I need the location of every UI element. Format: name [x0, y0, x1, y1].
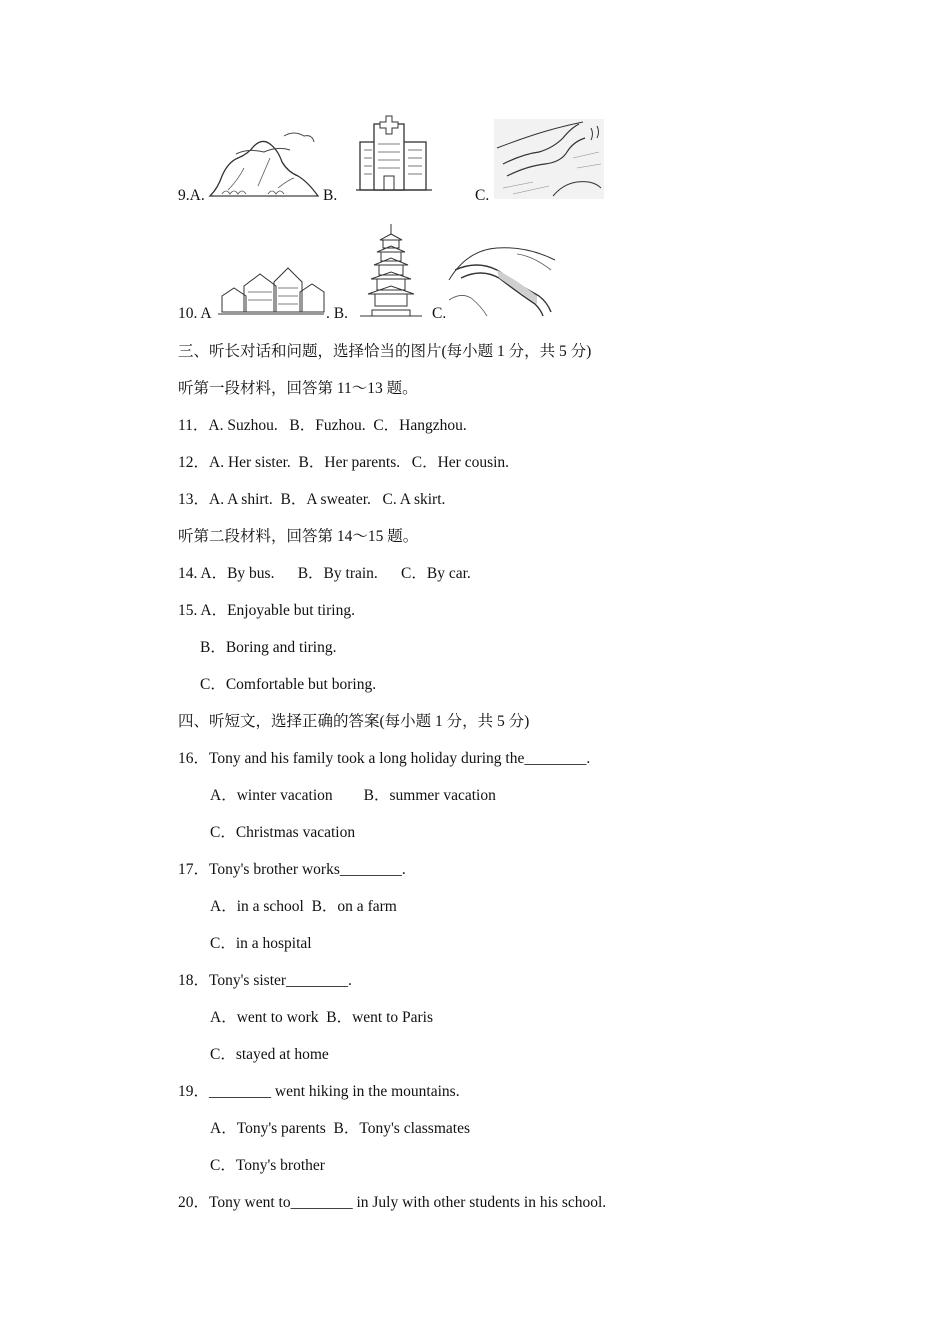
- question-16: 16．Tony and his family took a long holiday during the________.: [178, 750, 591, 767]
- section4-title: 四、听短文，选择正确的答案(每小题 1 分，共 5 分): [178, 713, 530, 730]
- q9-label: 9.A.: [178, 187, 205, 204]
- hospital-picture: [356, 114, 432, 192]
- question-11: 11．A. Suzhou. B．Fuzhou. C．Hangzhou.: [178, 417, 467, 434]
- pagoda-picture: [358, 222, 424, 320]
- great-wall-picture: [447, 240, 557, 318]
- question-19: 19．________ went hiking in the mountains.: [178, 1083, 460, 1100]
- question-19-option-c: C．Tony's brother: [210, 1157, 325, 1174]
- question-15: 15. A．Enjoyable but tiring.: [178, 602, 355, 619]
- question-14: 14. A．By bus. B．By train. C．By car.: [178, 565, 471, 582]
- question-18-option-c: C．stayed at home: [210, 1046, 329, 1063]
- question-20: 20．Tony went to________ in July with other students in his school.: [178, 1194, 607, 1211]
- q10-b-label: . B.: [326, 305, 348, 322]
- q9-b-label: B.: [323, 187, 338, 204]
- question-18: 18．Tony's sister________.: [178, 972, 352, 989]
- section3-part1: 听第一段材料，回答第 11～13 题。: [178, 380, 418, 397]
- section3-part2: 听第二段材料，回答第 14～15 题。: [178, 528, 419, 545]
- question-17-option-c: C．in a hospital: [210, 935, 312, 952]
- river-picture: [493, 118, 605, 200]
- question-12: 12．A. Her sister. B．Her parents. C．Her cousin.: [178, 454, 510, 471]
- section3-title: 三、听长对话和问题，选择恰当的图片(每小题 1 分，共 5 分): [178, 343, 592, 360]
- question-15-option-b: B．Boring and tiring.: [200, 639, 337, 656]
- question-16-option-c: C．Christmas vacation: [210, 824, 356, 841]
- question-19-options-ab: A．Tony's parents B．Tony's classmates: [210, 1120, 470, 1137]
- q10-c-label: C.: [432, 305, 447, 322]
- question-15-option-c: C．Comfortable but boring.: [200, 676, 377, 693]
- mountain-picture: [208, 128, 320, 200]
- ancient-town-picture: [216, 262, 326, 318]
- question-16-options-ab: A．winter vacation B．summer vacation: [210, 787, 496, 804]
- question-18-options-ab: A．went to work B．went to Paris: [210, 1009, 434, 1026]
- q9-c-label: C.: [475, 187, 490, 204]
- question-17: 17．Tony's brother works________.: [178, 861, 406, 878]
- q10-label: 10. A: [178, 305, 212, 322]
- question-17-options-ab: A．in a school B．on a farm: [210, 898, 397, 915]
- question-13: 13．A. A shirt. B．A sweater. C. A skirt.: [178, 491, 446, 508]
